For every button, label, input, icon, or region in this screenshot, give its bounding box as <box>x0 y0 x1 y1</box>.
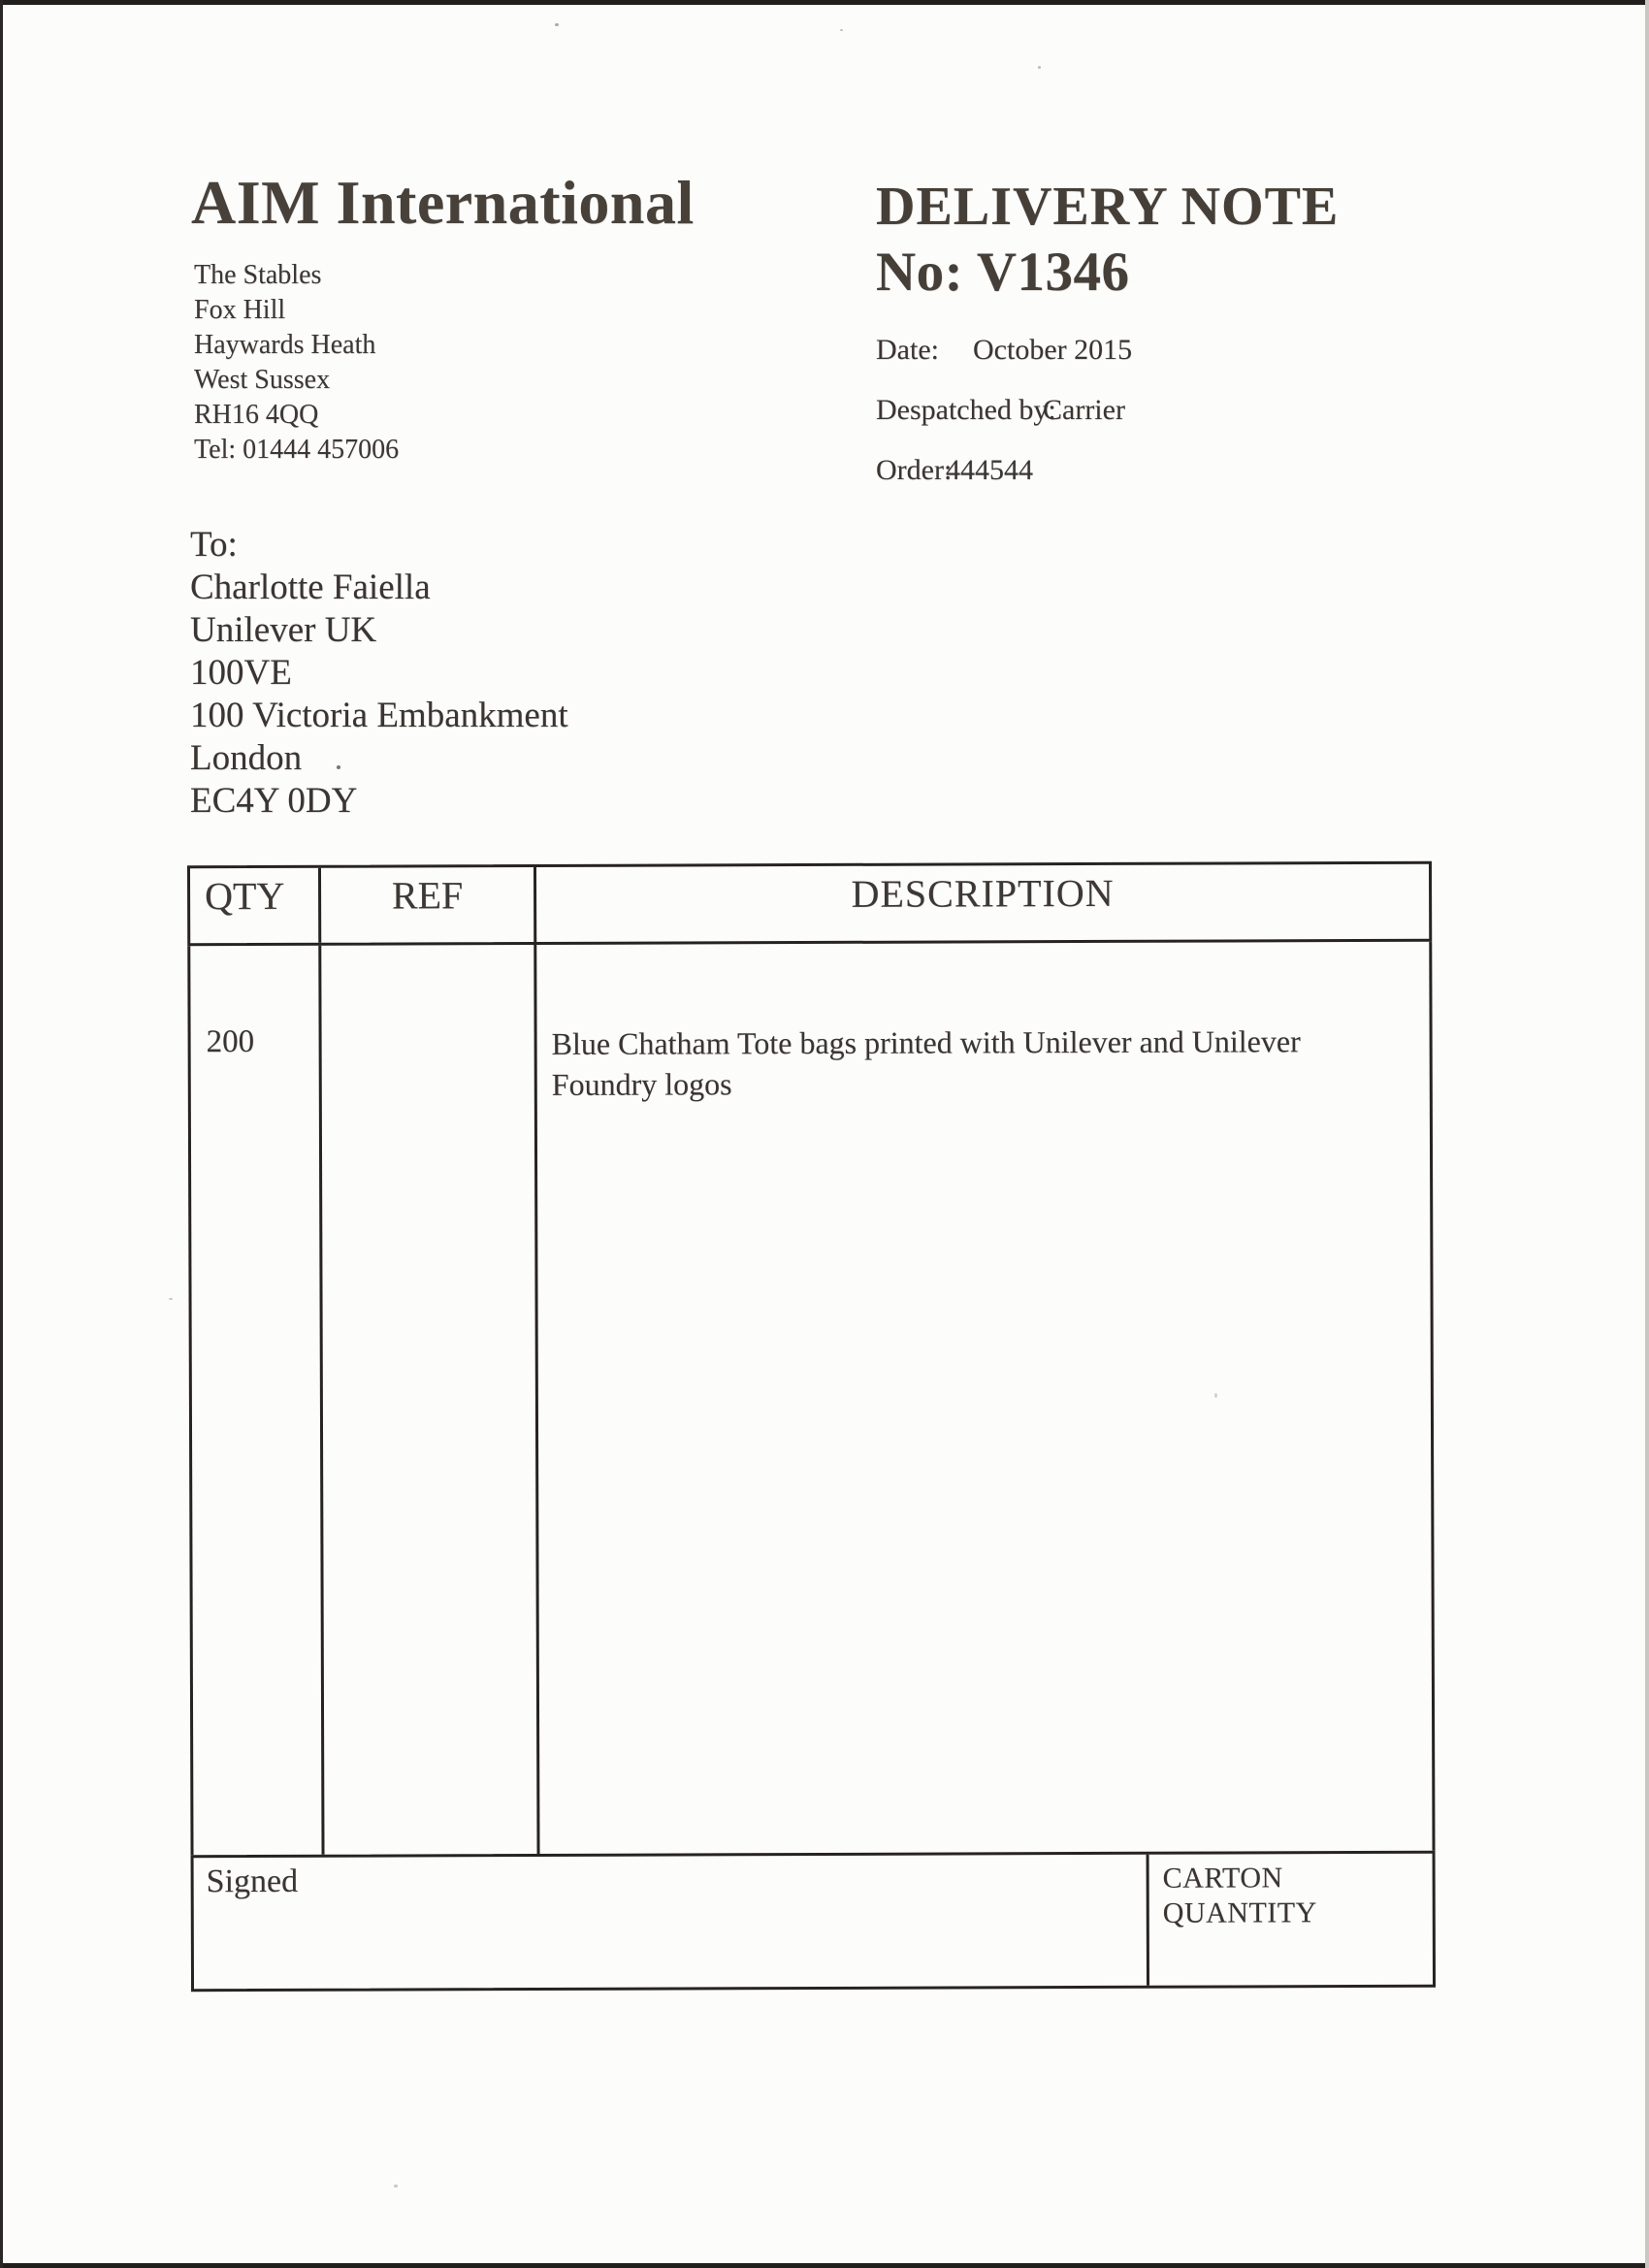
item-ref-cell <box>318 945 536 1855</box>
item-description-cell <box>534 942 1432 1854</box>
meta-row-despatched <box>876 394 1458 435</box>
recipient-address-line: 100VE <box>190 653 292 693</box>
carton-label-line: CARTON <box>1162 1862 1283 1895</box>
carton-label-line: QUANTITY <box>1162 1896 1317 1929</box>
recipient-heading: To: <box>190 525 238 565</box>
despatched-label: Despatched by: <box>876 394 1056 426</box>
recipient-postcode: EC4Y 0DY <box>190 781 358 821</box>
items-table-body-row <box>187 942 1435 1855</box>
scan-edge-right <box>1645 0 1649 2268</box>
company-name: AIM International <box>191 168 695 237</box>
items-table-footer-row <box>191 1851 1436 1992</box>
carton-quantity-cell <box>1147 1854 1433 1986</box>
scan-speck <box>555 23 559 26</box>
recipient-company: Unilever UK <box>190 610 377 650</box>
scan-edge-left <box>0 0 3 2268</box>
scan-speck <box>337 765 340 769</box>
scan-speck <box>1214 1393 1217 1398</box>
document-number: No: V1346 <box>876 242 1130 303</box>
company-address-line: Haywards Heath <box>194 330 376 360</box>
items-table <box>187 861 1436 1992</box>
recipient-name: Charlotte Faiella <box>190 567 431 607</box>
date-value: October 2015 <box>973 334 1133 366</box>
item-qty-cell: 200 <box>206 1024 255 1060</box>
column-header-ref: REF <box>318 867 534 943</box>
company-address-line: Fox Hill <box>194 295 286 325</box>
scan-speck <box>1038 66 1041 69</box>
company-address-line: West Sussex <box>194 365 331 395</box>
company-address-block <box>194 258 399 468</box>
scan-edge-top <box>0 0 1649 5</box>
recipient-address-line: 100 Victoria Embankment <box>190 696 568 735</box>
items-table-header-row <box>187 861 1432 946</box>
meta-row-date <box>876 334 1458 374</box>
column-header-qty: QTY <box>205 873 285 919</box>
recipient-city: London <box>190 738 303 778</box>
company-phone: Tel: 01444 457006 <box>194 435 400 465</box>
signed-cell: Signed <box>206 1863 299 1900</box>
scan-edge-bottom <box>0 2263 1649 2268</box>
recipient-block <box>190 524 568 823</box>
despatched-value: Carrier <box>1043 394 1125 426</box>
column-header-description: DESCRIPTION <box>534 864 1429 942</box>
item-description-text: Blue Chatham Tote bags printed with Unilever and Unilever Foundry logos <box>551 1023 1301 1102</box>
date-label: Date: <box>876 334 939 366</box>
scan-speck <box>394 2185 398 2187</box>
order-value: 444544 <box>946 454 1033 486</box>
scan-speck <box>169 1298 173 1300</box>
document-title: DELIVERY NOTE <box>876 177 1340 237</box>
meta-row-order <box>876 454 1458 495</box>
company-address-line: The Stables <box>194 260 322 290</box>
company-address-line: RH16 4QQ <box>194 400 319 430</box>
scan-speck <box>840 29 843 31</box>
order-label: Order: <box>876 454 953 486</box>
